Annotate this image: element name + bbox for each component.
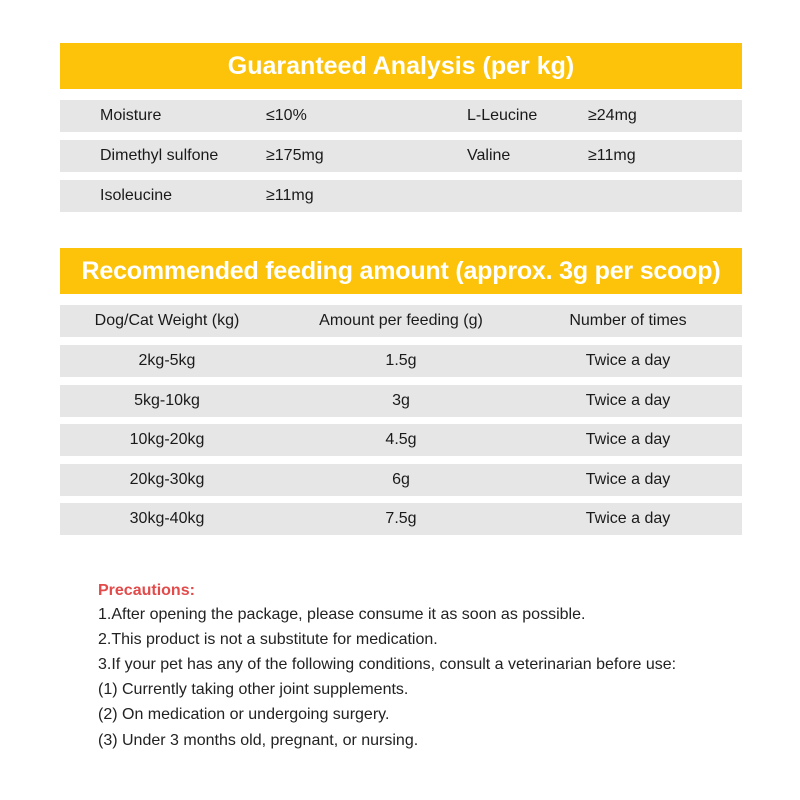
times-cell: Twice a day bbox=[585, 431, 671, 448]
nutrient-name: Moisture bbox=[100, 107, 162, 124]
nutrient-value: ≥175mg bbox=[266, 147, 324, 164]
weight-cell: 10kg-20kg bbox=[129, 431, 205, 448]
precaution-line: (3) Under 3 months old, pregnant, or nursing. bbox=[98, 732, 419, 749]
weight-cell: 5kg-10kg bbox=[134, 392, 200, 409]
amount-cell: 1.5g bbox=[385, 352, 417, 369]
nutrient-name: L-Leucine bbox=[467, 107, 538, 124]
feeding-title: Recommended feeding amount (approx. 3g per scoop) bbox=[60, 248, 742, 294]
times-cell: Twice a day bbox=[585, 352, 671, 369]
amount-cell: 6g bbox=[392, 471, 410, 488]
times-cell: Twice a day bbox=[585, 471, 671, 488]
precaution-line: (2) On medication or undergoing surgery. bbox=[98, 706, 390, 723]
weight-cell: 30kg-40kg bbox=[129, 510, 205, 527]
table-row bbox=[60, 503, 742, 535]
analysis-row bbox=[60, 100, 742, 132]
precaution-line: 1.After opening the package, please consume it as soon as possible. bbox=[98, 606, 586, 623]
column-header-amount: Amount per feeding (g) bbox=[319, 312, 483, 329]
analysis-title: Guaranteed Analysis (per kg) bbox=[60, 43, 742, 89]
analysis-row bbox=[60, 140, 742, 172]
amount-cell: 3g bbox=[392, 392, 410, 409]
table-row bbox=[60, 424, 742, 456]
table-row bbox=[60, 345, 742, 377]
weight-cell: 20kg-30kg bbox=[129, 471, 205, 488]
amount-cell: 7.5g bbox=[385, 510, 417, 527]
nutrient-value: ≥24mg bbox=[588, 107, 637, 124]
analysis-row bbox=[60, 180, 742, 212]
times-cell: Twice a day bbox=[585, 392, 671, 409]
times-cell: Twice a day bbox=[585, 510, 671, 527]
precaution-line: (1) Currently taking other joint supplements. bbox=[98, 681, 409, 698]
precaution-line: 3.If your pet has any of the following conditions, consult a veterinarian before use: bbox=[98, 656, 677, 673]
nutrient-name: Isoleucine bbox=[100, 187, 173, 204]
precautions-title: Precautions: bbox=[98, 582, 195, 599]
table-row bbox=[60, 464, 742, 496]
feeding-header-row bbox=[60, 305, 742, 337]
weight-cell: 2kg-5kg bbox=[138, 352, 196, 369]
nutrient-name: Valine bbox=[467, 147, 511, 164]
nutrient-value: ≥11mg bbox=[588, 147, 636, 164]
nutrient-value: ≥11mg bbox=[266, 187, 314, 204]
column-header-times: Number of times bbox=[569, 312, 687, 329]
nutrient-name: Dimethyl sulfone bbox=[100, 147, 219, 164]
column-header-weight: Dog/Cat Weight (kg) bbox=[94, 312, 240, 329]
nutrient-value: ≤10% bbox=[266, 107, 307, 124]
table-row bbox=[60, 385, 742, 417]
precaution-line: 2.This product is not a substitute for medication. bbox=[98, 631, 438, 648]
amount-cell: 4.5g bbox=[385, 431, 417, 448]
